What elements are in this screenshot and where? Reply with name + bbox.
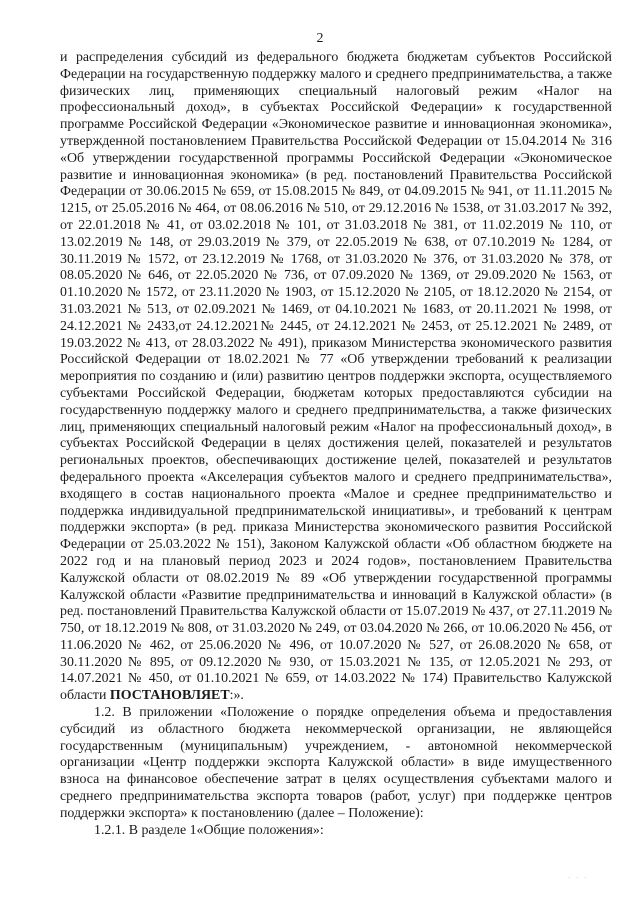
- page-number: 2: [316, 31, 324, 46]
- paragraph-1-2-1: [60, 823, 612, 840]
- paragraph-bold-word: ПОСТАНОВЛЯЕТ: [109, 688, 230, 704]
- paragraph-text: 1.2. В приложении «Положение о порядке определения объема и предоставления субсидий из областного бюджета некоммерческой организации, не являющейся государственным (муниципальным) учреждением, - автономной некоммерческой организации «Центр поддержки экспорта Калужской области» в виде имущественного взноса на финансовое обеспечение затрат в целях осуществления субъектами малого и среднего предпринимательства экспорта товаров (работ, услуг) при поддержке центров поддержки экспорта» к постановлению (далее – Положение):: [60, 705, 612, 821]
- paragraph-1-2: [60, 705, 612, 823]
- paragraph-text: 1.2.1. В разделе 1«Общие положения»:: [94, 822, 324, 838]
- document-body: [60, 50, 612, 839]
- paragraph-preamble: [60, 50, 612, 705]
- paragraph-text: и распределения субсидий из федерального бюджета бюджетам субъектов Российской Федерации на государственную поддержку малого и среднего предпринимательства, а также физических лиц, применяющих специальный налоговый режим «Налог на профессиональный доход», в субъектах Российской Федерации» к государственной программе Российской Федерации «Экономическое развитие и инновационная экономика», утвержденной постановлением Правительства Российской Федерации от 15.04.2014 № 316 «Об утверждении государственной программы Российской Федерации «Экономическое развитие и инновационная экономика» (в ред. постановлений Правительства Российской Федерации от 30.06.2015 № 659, от 15.08.2015 № 849, от 04.09.2015 № 941, от 11.11.2015 № 1215, от 25.05.2016 № 464, от 08.06.2016 № 510, от 29.12.2016 № 1538, от 31.03.2017 № 392, от 22.01.2018 № 41, от 03.02.2018 № 101, от 31.03.2018 № 381, от 11.02.2019 № 110, от 13.02.2019 № 148, от 29.03.2019 № 379, от 22.05.2019 № 638, от 07.10.2019 № 1284, от 30.11.2019 № 1572, от 23.12.2019 № 1768, от 31.03.2020 № 376, от 31.03.2020 № 378, от 08.05.2020 № 646, от 22.05.2020 № 736, от 07.09.2020 № 1369, от 29.09.2020 № 1563, от 01.10.2020 № 1572, от 23.11.2020 № 1903, от 15.12.2020 № 2105, от 18.12.2020 № 2154, от 31.03.2021 № 513, от 02.09.2021 № 1469, от 04.10.2021 № 1683, от 20.11.2021 № 1998, от 24.12.2021 № 2433,от 24.12.2021№ 2445, от 24.12.2021 № 2453, от 25.12.2021 № 2489, от 19.03.2022 № 413, от 28.03.2022 № 491), приказом Министерства экономического развития Российской Федерации от 18.02.2021 № 77 «Об утверждении требований к реализации мероприятия по созданию и (или) развитию центров поддержки экспорта, осуществляемого субъектами Российской Федерации, бюджетам которых предоставляются субсидии на государственную поддержку малого и среднего предпринимательства, а также физических лиц, применяющих специальный налоговый режим «Налог на профессиональный доход», в субъектах Российской Федерации в целях достижения целей, показателей и результатов региональных проектов, обеспечивающих достижение целей, показателей и результатов федерального проекта «Акселерация субъектов малого и среднего предпринимательства», входящего в состав национального проекта «Малое и среднее предпринимательство и поддержка индивидуальной предпринимательской инициативы», и требований к центрам поддержки экспорта» (в ред. приказа Министерства экономического развития Российской Федерации от 25.03.2022 № 151), Законом Калужской области «Об областном бюджете на 2022 год и на плановый период 2023 и 2024 годов», постановлением Правительства Калужской области от 08.02.2019 № 89 «Об утверждении государственной программы Калужской области «Развитие предпринимательства и инноваций в Калужской области» (в ред. постановлений Правительства Калужской области от 15.07.2019 № 437, от 27.11.2019 № 750, от 18.12.2019 № 808, от 31.03.2020 № 249, от 03.04.2020 № 266, от 10.06.2020 № 456, от 11.06.2020 № 462, от 25.06.2020 № 496, от 10.07.2020 № 527, от 26.08.2020 № 658, от 30.11.2020 № 895, от 09.12.2020 № 930, от 15.03.2021 № 135, от 12.05.2021 № 293, от 14.07.2021 № 450, от 01.10.2021 № 659, от 14.03.2022 № 174) Правительство Калужской области: [60, 50, 612, 704]
- scan-artifact: · · ·: [568, 874, 589, 882]
- paragraph-tail: :».: [229, 688, 244, 704]
